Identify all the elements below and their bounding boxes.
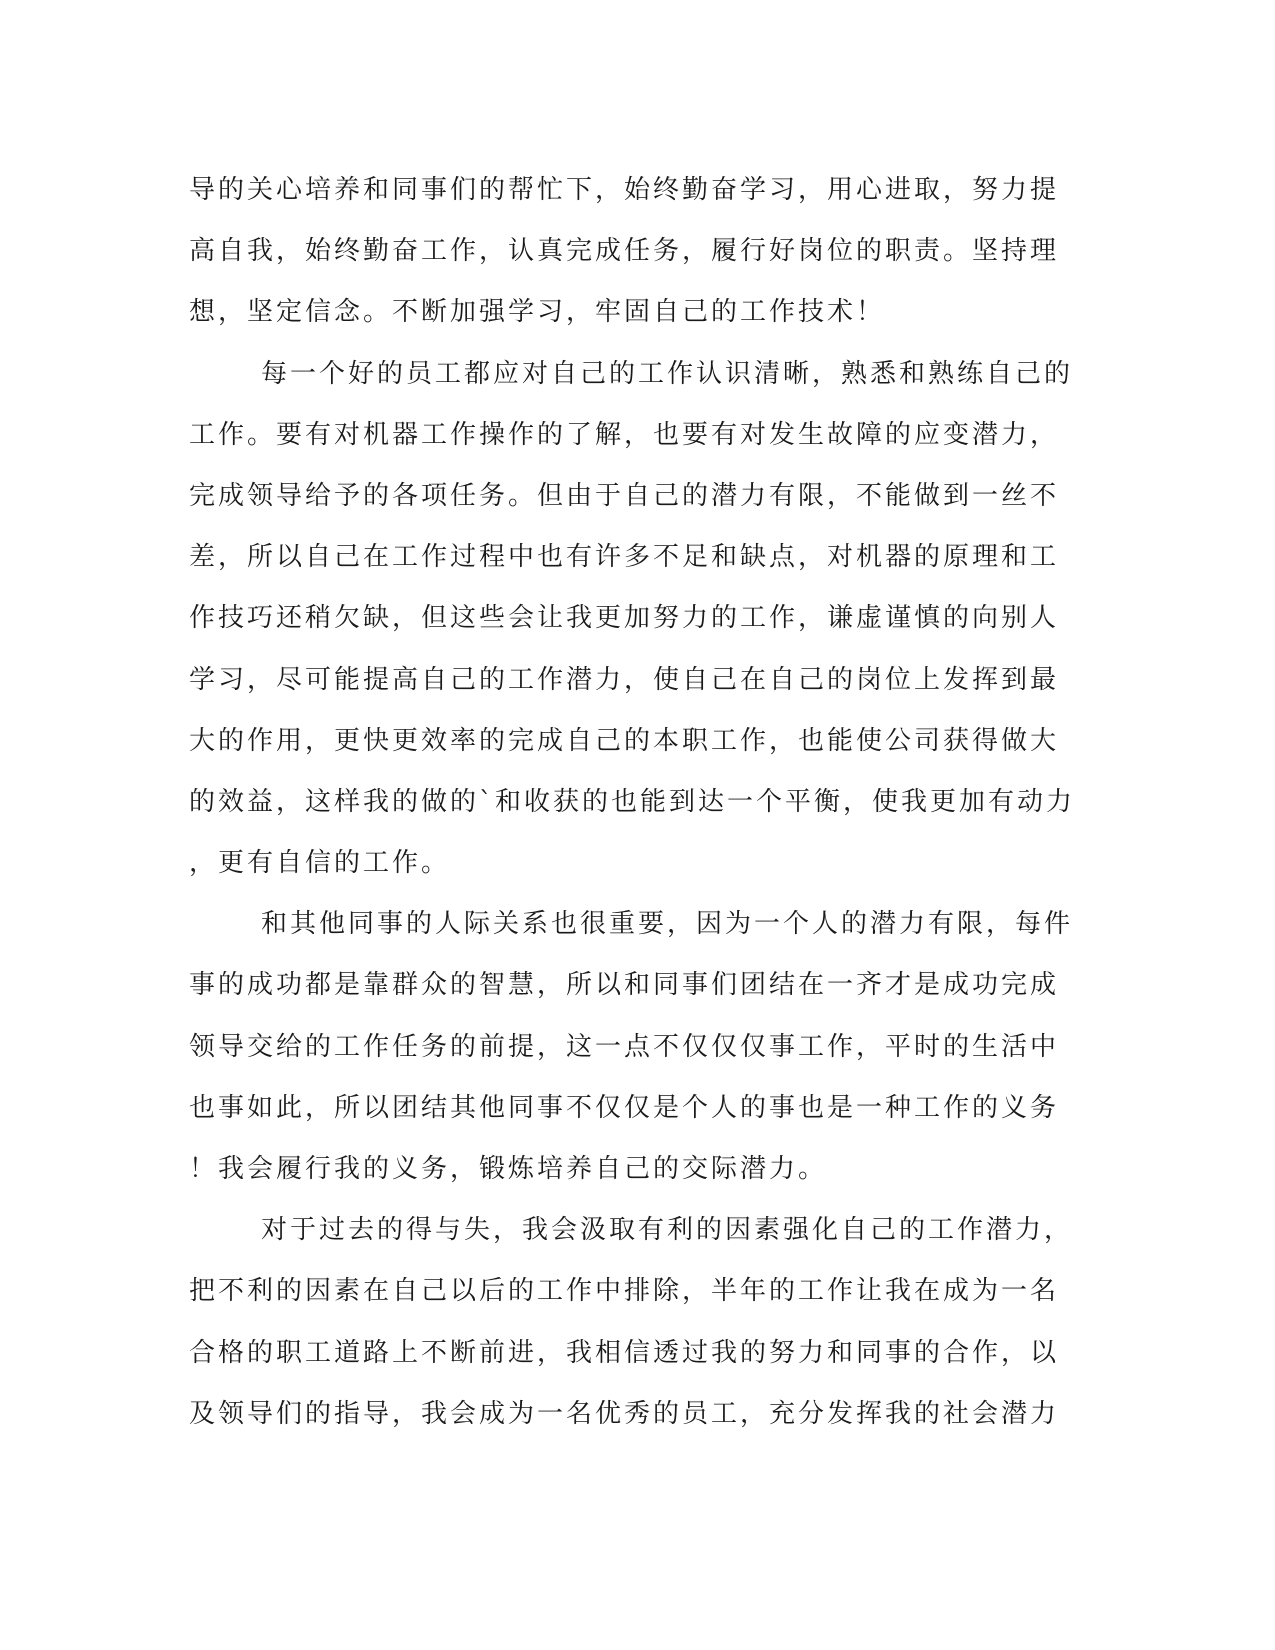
text-line: 合格的职工道路上不断前进，我相信透过我的努力和同事的合作，以	[189, 1337, 1060, 1368]
text-line: 事的成功都是靠群众的智慧，所以和同事们团结在一齐才是成功完成	[189, 970, 1060, 1001]
text-line: ！我会履行我的义务，锻炼培养自己的交际潜力。	[189, 1154, 828, 1184]
text-line: ，更有自信的工作。	[189, 848, 451, 879]
paragraph-start-line: 每一个好的员工都应对自己的工作认识清晰，熟悉和熟练自己的	[261, 358, 1074, 389]
text-line: 差，所以自己在工作过程中也有许多不足和缺点，对机器的原理和工	[189, 542, 1060, 573]
text-line: 想，坚定信念。不断加强学习，牢固自己的工作技术！	[189, 297, 886, 328]
text-line: 高自我，始终勤奋工作，认真完成任务，履行好岗位的职责。坚持理	[189, 236, 1060, 267]
text-line: 也事如此，所以团结其他同事不仅仅是个人的事也是一种工作的义务	[189, 1092, 1060, 1123]
text-line: 工作。要有对机器工作操作的了解，也要有对发生故障的应变潜力，	[189, 419, 1060, 450]
paragraph-start-line: 和其他同事的人际关系也很重要，因为一个人的潜力有限，每件	[261, 909, 1074, 940]
text-line: 领导交给的工作任务的前提，这一点不仅仅仅事工作，平时的生活中	[189, 1031, 1060, 1062]
text-line: 把不利的因素在自己以后的工作中排除，半年的工作让我在成为一名	[189, 1276, 1060, 1307]
paragraph-start-line: 对于过去的得与失，我会汲取有利的因素强化自己的工作潜力，	[261, 1215, 1074, 1246]
text-line: 学习，尽可能提高自己的工作潜力，使自己在自己的岗位上发挥到最	[189, 664, 1060, 695]
text-line: 作技巧还稍欠缺，但这些会让我更加努力的工作，谦虚谨慎的向别人	[189, 603, 1060, 634]
text-line: 导的关心培养和同事们的帮忙下，始终勤奋学习，用心进取，努力提	[189, 175, 1060, 205]
text-line: 的效益，这样我的做的`和收获的也能到达一个平衡，使我更加有动力	[189, 786, 1076, 817]
text-line: 完成领导给予的各项任务。但由于自己的潜力有限，不能做到一丝不	[189, 480, 1060, 511]
document-body	[189, 160, 1089, 1445]
text-line: 及领导们的指导，我会成为一名优秀的员工，充分发挥我的社会潜力	[189, 1398, 1060, 1429]
text-line: 大的作用，更快更效率的完成自己的本职工作，也能使公司获得做大	[189, 725, 1060, 756]
